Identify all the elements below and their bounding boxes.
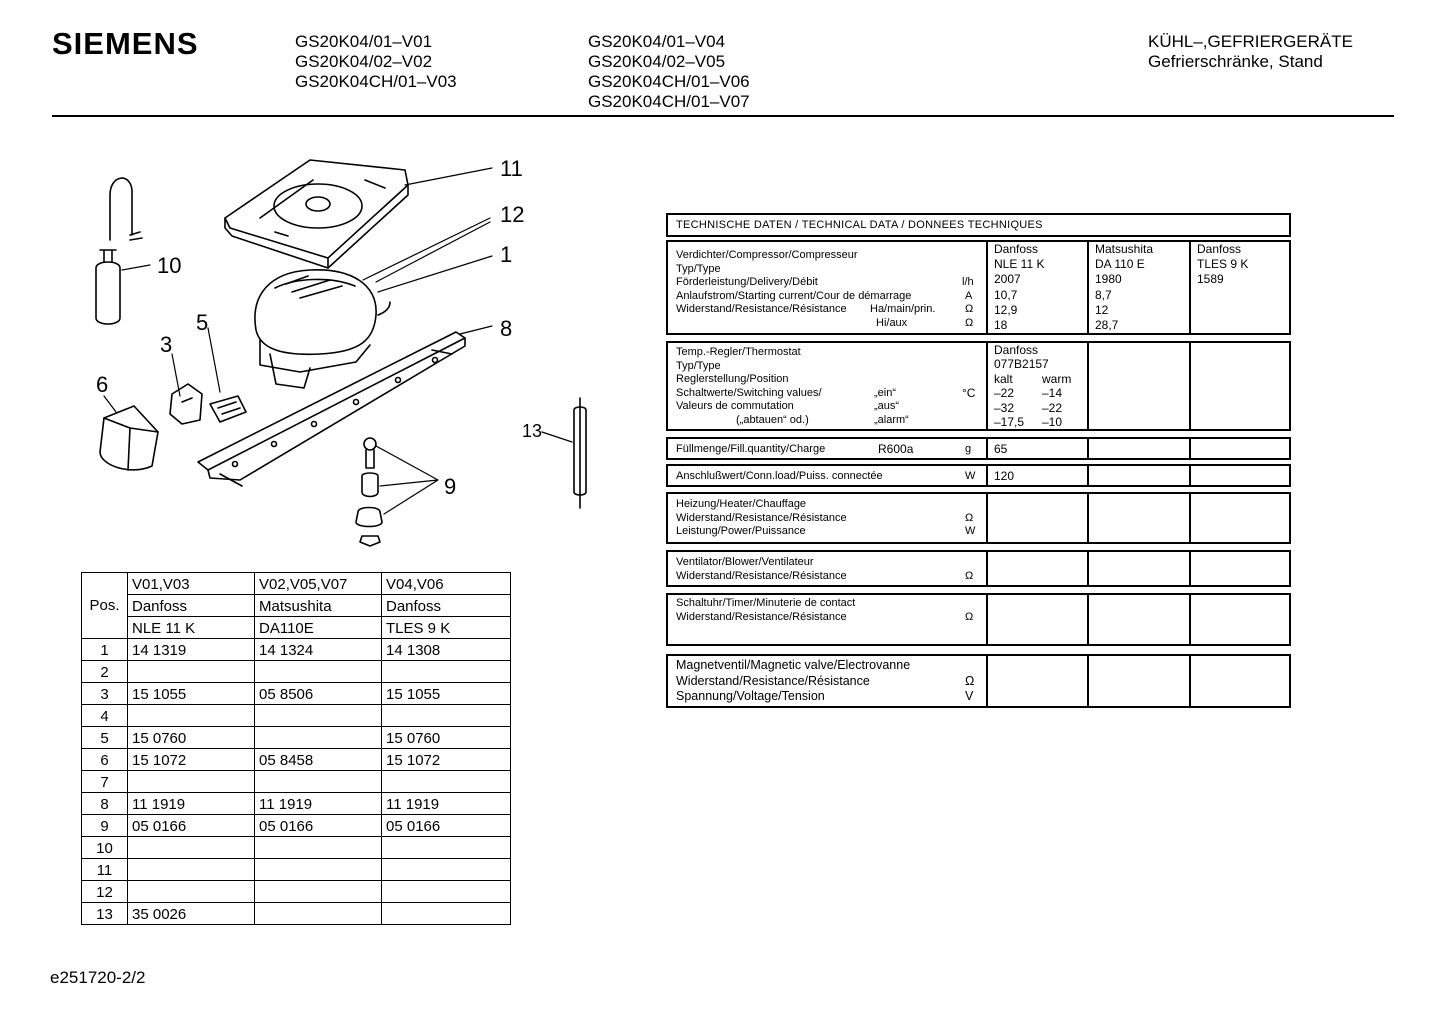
part-number-cell: 11 1919 (128, 793, 255, 815)
pos-cell: 4 (82, 705, 128, 727)
value: DA 110 E (1095, 257, 1145, 272)
label-text: Ventilator/Blower/Ventilateur (676, 556, 814, 568)
part-number-cell (128, 837, 255, 859)
part-number-cell: 14 1324 (255, 639, 382, 661)
part-number-cell (382, 771, 511, 793)
thermostat-sensor-drawing (96, 178, 142, 324)
valve-block (666, 654, 1291, 708)
callout-12: 12 (500, 202, 525, 227)
unit-text: °C (962, 385, 976, 400)
part-number-cell: 15 1055 (128, 683, 255, 705)
pos-cell: 1 (82, 639, 128, 661)
label-text: Reglerstellung/Position (676, 373, 789, 386)
model-number: GS20K04/01–V01 (295, 32, 433, 51)
label-text: Typ/Type (676, 262, 721, 275)
unit-text: W (965, 470, 976, 482)
table-row (82, 793, 511, 815)
callout-1: 1 (500, 242, 513, 267)
part-number-cell: 14 1308 (382, 639, 511, 661)
connected-load-labels (668, 466, 988, 485)
timer-col-1 (988, 595, 1089, 644)
value: –10 (1042, 414, 1063, 429)
unit-text: A (965, 289, 973, 302)
part-number-cell (382, 837, 511, 859)
heater-col-3 (1191, 494, 1289, 542)
model-number: GS20K04CH/01–V06 (588, 72, 750, 91)
blower-block (666, 550, 1291, 587)
part-number-cell (255, 661, 382, 683)
category-title: KÜHL–,GEFRIERGERÄTE (1148, 32, 1353, 51)
blower-col-3 (1191, 552, 1289, 585)
unit-text: l/h (962, 276, 974, 289)
part-number-cell: 05 0166 (128, 815, 255, 837)
category-block (1148, 32, 1353, 72)
part-number-cell (128, 859, 255, 881)
callout-5: 5 (196, 310, 209, 335)
label-text: Verdichter/Compressor/Compresseur (676, 249, 858, 261)
unit-text: g (965, 443, 972, 455)
model-number: GS20K04/02–V05 (588, 52, 726, 71)
refrigerant-text: R600a (878, 442, 914, 456)
variant-header: V01,V03 (128, 573, 255, 595)
value: 1980 (1095, 272, 1122, 287)
label-text: Heizung/Heater/Chauffage (676, 498, 807, 510)
part-number-cell: 15 0760 (128, 727, 255, 749)
value: NLE 11 K (994, 257, 1045, 272)
thermostat-col-2 (1089, 343, 1191, 429)
sub-label: Hi/aux (876, 316, 908, 329)
charge-col-2 (1089, 439, 1191, 458)
blower-col-1 (988, 552, 1089, 585)
heater-block (666, 492, 1291, 544)
sub-label: „alarm“ (874, 413, 909, 426)
model-number: GS20K04CH/01–V03 (295, 72, 457, 91)
part-number-cell (255, 837, 382, 859)
value: –14 (1042, 386, 1063, 401)
pos-cell: 10 (82, 837, 128, 859)
unit-text: Ω (965, 610, 974, 623)
label-text: Füllmenge/Fill.quantity/Charge (676, 443, 826, 455)
part-number-cell (255, 859, 382, 881)
pos-cell: 7 (82, 771, 128, 793)
label-text: Widerstand/Resistance/Résistance (676, 511, 847, 524)
valve-col-2 (1089, 656, 1191, 706)
label-text: Widerstand/Resistance/Résistance (676, 610, 847, 623)
pos-cell: 11 (82, 859, 128, 881)
part-number-cell (382, 881, 511, 903)
value: –22 (1042, 400, 1063, 415)
part-number-cell: 11 1919 (255, 793, 382, 815)
part-number-cell: 05 8506 (255, 683, 382, 705)
timer-labels (668, 595, 988, 644)
value: 10,7 (994, 287, 1018, 302)
model-list-2 (588, 32, 750, 112)
connected-load-col-1 (988, 466, 1089, 485)
unit-text: Ω (965, 316, 974, 329)
value: 18 (994, 318, 1008, 333)
pos-cell: 5 (82, 727, 128, 749)
label-text: Widerstand/Resistance/Résistance (676, 303, 847, 316)
brand-logo: SIEMENS (52, 26, 199, 61)
sub-label: „aus“ (874, 400, 900, 413)
part-number-cell (255, 727, 382, 749)
timer-block (666, 593, 1291, 646)
label-text: („abtauen“ od.) (736, 413, 809, 426)
value: –32 (994, 400, 1015, 415)
value: 28,7 (1095, 318, 1119, 333)
thermostat-labels (668, 343, 988, 429)
callout-11: 11 (500, 156, 523, 181)
label-text: Anschlußwert/Conn.load/Puiss. connectée (676, 470, 883, 482)
type-header: DA110E (255, 617, 382, 639)
compressor-col-1 (988, 242, 1089, 333)
table-header-row (82, 595, 511, 617)
type-header: NLE 11 K (128, 617, 255, 639)
sub-label: „ein“ (874, 386, 897, 399)
drier-drawing (574, 398, 586, 508)
value: –17,5 (994, 414, 1025, 429)
parts-table (81, 572, 511, 925)
part-number-cell: 05 0166 (382, 815, 511, 837)
maker-header: Danfoss (128, 595, 255, 617)
callout-8: 8 (500, 316, 513, 341)
heater-col-1 (988, 494, 1089, 542)
label-text: Schaltwerte/Switching values/ (676, 386, 822, 399)
table-row (82, 903, 511, 925)
model-number: GS20K04CH/01–V07 (588, 92, 750, 111)
part-number-cell (128, 705, 255, 727)
label-text: Förderleistung/Delivery/Débit (676, 276, 818, 289)
part-number-cell: 15 0760 (382, 727, 511, 749)
label-text: Anlaufstrom/Starting current/Cour de démarrage (676, 289, 912, 302)
value: 2007 (994, 272, 1021, 287)
charge-labels (668, 439, 988, 458)
model-number: GS20K04/01–V04 (588, 32, 726, 51)
valve-col-1 (988, 656, 1089, 706)
part-number-cell: 11 1919 (382, 793, 511, 815)
value: 12,9 (994, 302, 1018, 317)
protector-drawing (170, 384, 202, 424)
pos-cell: 2 (82, 661, 128, 683)
label-text: Typ/Type (676, 359, 721, 372)
table-row (82, 837, 511, 859)
timer-col-2 (1089, 595, 1191, 644)
sub-label: Ha/main/prin. (870, 303, 936, 316)
table-row (82, 859, 511, 881)
compressor-col-2 (1089, 242, 1191, 333)
part-number-cell: 05 0166 (255, 815, 382, 837)
part-number-cell (128, 661, 255, 683)
part-number-cell (382, 661, 511, 683)
callout-10: 10 (157, 253, 182, 278)
table-row (82, 683, 511, 705)
valve-col-3 (1191, 656, 1289, 706)
table-row (82, 881, 511, 903)
value: warm (1042, 371, 1072, 386)
unit-text: V (965, 689, 974, 703)
relay-drawing (100, 406, 158, 470)
variant-header: V02,V05,V07 (255, 573, 382, 595)
value: –22 (994, 386, 1015, 401)
part-number-cell: 35 0026 (128, 903, 255, 925)
label-text: Spannung/Voltage/Tension (676, 689, 825, 703)
part-number-cell (382, 859, 511, 881)
variant-header: V04,V06 (382, 573, 511, 595)
table-header-row (82, 617, 511, 639)
part-number-cell: 15 1072 (382, 749, 511, 771)
unit-text: W (965, 525, 976, 538)
charge-col-3 (1191, 439, 1289, 458)
blower-col-2 (1089, 552, 1191, 585)
part-number-cell (128, 881, 255, 903)
part-number-cell (382, 705, 511, 727)
label-text: Magnetventil/Magnetic valve/Electrovanne (676, 658, 911, 672)
part-number-cell: 14 1319 (128, 639, 255, 661)
connected-load-col-2 (1089, 466, 1191, 485)
table-header-row (82, 573, 511, 595)
part-number-cell (128, 771, 255, 793)
blower-labels (668, 552, 988, 585)
table-row (82, 705, 511, 727)
label-text: Leistung/Power/Puissance (676, 525, 806, 538)
callout-6: 6 (96, 372, 109, 397)
unit-text: Ω (965, 569, 974, 582)
type-header: TLES 9 K (382, 617, 511, 639)
compressor-labels (668, 242, 988, 333)
value: Danfoss (1197, 242, 1242, 256)
pos-cell: 6 (82, 749, 128, 771)
value: Danfoss (994, 242, 1039, 256)
thermostat-col-1 (988, 343, 1089, 429)
connected-load-col-3 (1191, 466, 1289, 485)
pos-cell: 9 (82, 815, 128, 837)
table-row (82, 815, 511, 837)
value: 077B2157 (994, 357, 1049, 372)
label-text: Valeurs de commutation (676, 400, 794, 413)
tech-data-title: TECHNISCHE DATEN / TECHNICAL DATA / DONNEES TECHNIQUES (666, 213, 1291, 237)
label-text: Widerstand/Resistance/Résistance (676, 673, 870, 688)
value: Matsushita (1095, 242, 1154, 256)
compressor-drawing (255, 270, 390, 388)
pos-header: Pos. (82, 573, 128, 639)
pos-cell: 13 (82, 903, 128, 925)
valve-labels (668, 656, 988, 706)
part-number-cell (255, 705, 382, 727)
value: 65 (994, 442, 1008, 456)
part-number-cell (255, 881, 382, 903)
document-id: e251720-2/2 (50, 968, 146, 987)
part-number-cell (382, 903, 511, 925)
value: 1589 (1197, 272, 1224, 287)
mounting-parts-drawing (356, 438, 382, 546)
part-number-cell (255, 903, 382, 925)
callout-13: 13 (522, 421, 543, 441)
cover-tray-drawing (225, 160, 408, 268)
value: kalt (994, 371, 1013, 386)
table-row (82, 771, 511, 793)
unit-text: Ω (965, 511, 974, 524)
callout-3: 3 (160, 332, 173, 357)
label-text: Schaltuhr/Timer/Minuterie de contact (676, 597, 856, 609)
table-row (82, 639, 511, 661)
unit-text: Ω (965, 673, 975, 688)
pos-cell: 8 (82, 793, 128, 815)
table-row (82, 749, 511, 771)
label-text: Temp.-Regler/Thermostat (676, 346, 801, 358)
value: 8,7 (1095, 287, 1112, 302)
clip-drawing (210, 396, 246, 422)
compressor-block (666, 240, 1291, 335)
thermostat-col-3 (1191, 343, 1289, 429)
part-number-cell: 15 1072 (128, 749, 255, 771)
model-list-1 (295, 32, 457, 92)
pos-cell: 3 (82, 683, 128, 705)
part-number-cell: 05 8458 (255, 749, 382, 771)
value: Danfoss (994, 343, 1039, 357)
table-row (82, 727, 511, 749)
connected-load-block (666, 464, 1291, 487)
part-number-cell: 15 1055 (382, 683, 511, 705)
header-rule (52, 115, 1394, 117)
compressor-col-3 (1191, 242, 1289, 333)
callout-9: 9 (444, 474, 457, 499)
thermostat-block (666, 341, 1291, 431)
category-subtitle: Gefrierschränke, Stand (1148, 52, 1323, 71)
heater-labels (668, 494, 988, 542)
maker-header: Matsushita (255, 595, 382, 617)
model-number: GS20K04/02–V02 (295, 52, 433, 71)
value: 12 (1095, 302, 1109, 317)
part-number-cell (255, 771, 382, 793)
pos-cell: 12 (82, 881, 128, 903)
maker-header: Danfoss (382, 595, 511, 617)
charge-block (666, 437, 1291, 460)
label-text: Widerstand/Resistance/Résistance (676, 569, 847, 582)
timer-col-3 (1191, 595, 1289, 644)
value: 120 (994, 469, 1015, 483)
heater-col-2 (1089, 494, 1191, 542)
exploded-parts-diagram (60, 140, 600, 555)
table-row (82, 661, 511, 683)
charge-col-1 (988, 439, 1089, 458)
unit-text: Ω (965, 303, 974, 316)
value: TLES 9 K (1197, 257, 1249, 272)
